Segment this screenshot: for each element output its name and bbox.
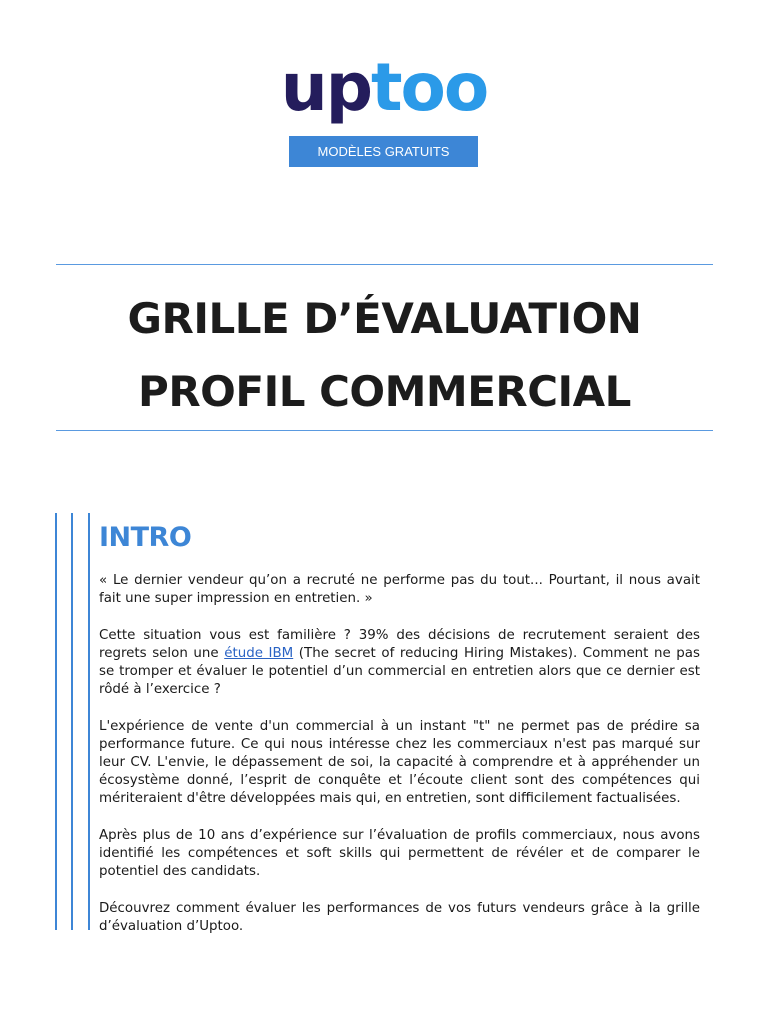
intro-paragraph-5: Découvrez comment évaluer les performances de vos futurs vendeurs grâce à la grille d’évaluation d’Uptoo. (99, 900, 700, 934)
intro-heading: INTRO (99, 522, 192, 553)
intro-paragraph-2 (99, 627, 700, 700)
uptoo-logo (0, 48, 768, 128)
title-top-divider (56, 264, 713, 265)
title-line-1: GRILLE D’ÉVALUATION (127, 294, 642, 343)
badge-label: MODÈLES GRATUITS (317, 144, 450, 159)
logo-part-too: too (370, 49, 488, 126)
title-bottom-divider (56, 430, 713, 431)
logo-part-up: up (280, 49, 371, 126)
intro-paragraph-1: « Le dernier vendeur qu’on a recruté ne performe pas du tout... Pourtant, il nous avait fait une super impression en entretien. » (99, 573, 700, 607)
intro-paragraph-3: L'expérience de vente d'un commercial à un instant "t" ne permet pas de prédire sa performance future. Ce qui nous intéresse chez les commerciaux n'est pas marqué sur leur CV. L'envie, le dépassement de soi, la capacité à comprendre et à appréhender un écosystème donné, l’esprit de conquête et l’écoute client sont des compétences qui mériteraient d'être développées mais qui, en entretien, sont difficilement factualisées. (99, 718, 700, 807)
decorative-bar-3 (88, 513, 90, 930)
p2-text-before: Cette situation vous est familière ? 39% des décisions de recrutement seraient des regrets selon une (99, 627, 700, 661)
intro-body (99, 572, 700, 954)
intro-paragraph-4: Après plus de 10 ans d’expérience sur l’évaluation de profils commerciaux, nous avons identifié les compétences et soft skills qui permettent de révéler et de comparer le potentiel des candidats. (99, 827, 700, 880)
p2-text-after: (The secret of reducing Hiring Mistakes). Comment ne pas se tromper et évaluer le potentiel d’un commercial en entretien alors que ce dernier est rôdé à l’exercice ? (99, 645, 700, 698)
document-title (56, 282, 713, 428)
decorative-bar-1 (55, 513, 57, 930)
free-templates-badge[interactable] (289, 136, 478, 167)
title-line-2: PROFIL COMMERCIAL (138, 367, 631, 416)
ibm-study-link[interactable]: étude IBM (224, 645, 294, 661)
decorative-bar-2 (71, 513, 73, 930)
